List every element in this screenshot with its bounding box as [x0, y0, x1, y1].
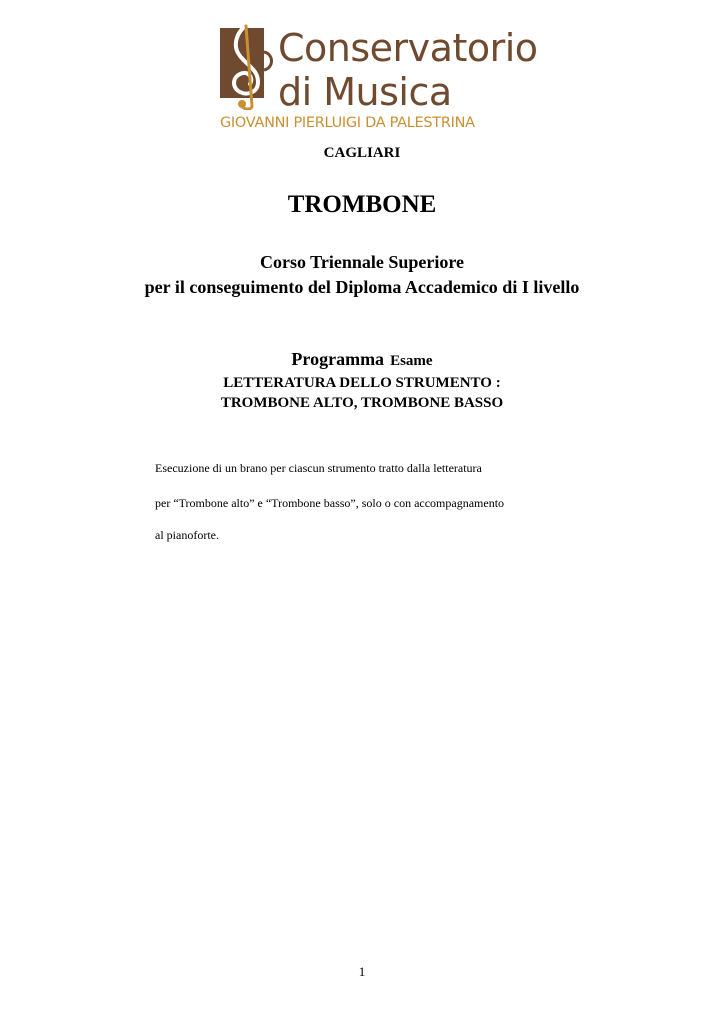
- body-text-line3: al pianoforte.: [155, 528, 219, 542]
- course-title-line1: Corso Triennale Superiore: [260, 252, 464, 272]
- subject-line2: TROMBONE ALTO, TROMBONE BASSO: [220, 395, 504, 411]
- logo-text-line1: Conservatorio: [278, 26, 538, 70]
- city-heading: CAGLIARI: [323, 145, 401, 161]
- logo-text-line2: di Musica: [278, 70, 452, 114]
- treble-clef-emblem-icon: [218, 22, 276, 110]
- body-text-line1: Esecuzione di un brano per ciascun strumento tratto dalla letteratura: [155, 461, 482, 475]
- logo-subtitle: GIOVANNI PIERLUIGI DA PALESTRINA: [220, 115, 475, 131]
- subject-line1: LETTERATURA DELLO STRUMENTO :: [223, 375, 501, 391]
- course-title-line2: per il conseguimento del Diploma Accademico di I livello: [144, 277, 580, 297]
- page-number: 1: [358, 964, 366, 979]
- exam-label: Esame: [390, 353, 433, 369]
- conservatorio-logo: [218, 22, 538, 134]
- body-text-line2: per “Trombone alto” e “Trombone basso”, solo o con accompagnamento: [155, 496, 505, 510]
- programma-heading: [0, 348, 724, 372]
- programma-label: Programma: [291, 349, 385, 369]
- page-title: TROMBONE: [287, 191, 437, 218]
